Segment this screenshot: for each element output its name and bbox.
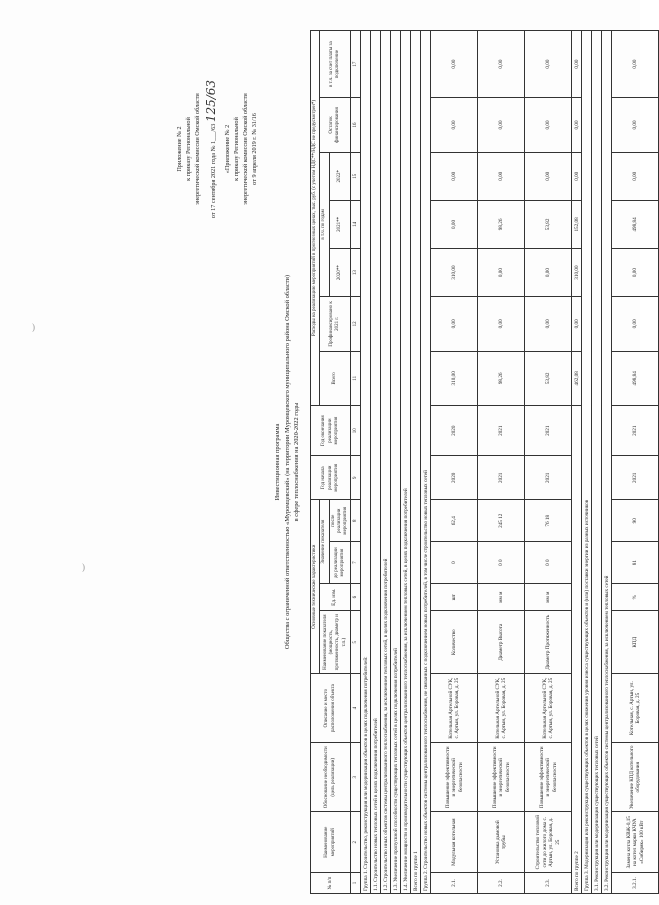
cell-year-end: 2020	[431, 406, 478, 456]
cell-after: 245 12	[478, 500, 525, 542]
cell-before: 81	[612, 542, 659, 584]
cell-2022: 0,00	[525, 152, 572, 200]
cell-unit: шт	[431, 584, 478, 611]
handwritten-number: 125/63	[203, 79, 218, 123]
cell-param: Количество	[431, 611, 478, 674]
cell-param: Диаметр Высота	[478, 611, 525, 674]
cell-2020: 0,00	[478, 248, 525, 296]
header-costs-group: Расходы на реализацию мероприятий в прогнозных ценах, тыс. руб. (с учетом НДС**/НДС не предусмотрен*)	[311, 31, 320, 406]
header-before: до реализации мероприятия	[329, 542, 351, 584]
header-after: после реализации мероприятия	[329, 500, 351, 542]
cell-param: Диаметр Протяженность	[525, 611, 572, 674]
group-heading: Группа 1. Строительство, реконструкция или модернизация объектов в целях подключения потребителей:	[361, 31, 371, 894]
cell-2022: 0,00	[572, 152, 582, 200]
cell-rationale: Повышение эффективности и энергетической безопасности	[478, 743, 525, 812]
cell-2021: 53,82	[525, 200, 572, 248]
column-number: 3	[351, 743, 361, 812]
cell-2020: 310,00	[431, 248, 478, 296]
appendix-line: к приказу Региональной	[184, 117, 192, 181]
header-remaining: Остаток финансирования	[320, 98, 351, 152]
cell-after: 62,4	[431, 500, 478, 542]
appendix-line: «Приложение № 2	[224, 124, 232, 174]
cell-year-end: 2021	[478, 406, 525, 456]
header-unit: Ед. изм.	[320, 584, 351, 611]
table-row	[478, 31, 525, 894]
cell-remaining: 0,00	[478, 98, 525, 152]
header-year-start: Год начала реализации мероприятия	[311, 456, 351, 500]
column-number: 9	[351, 456, 361, 500]
header-total: Всего	[320, 351, 351, 405]
group-heading: Группа 2. Строительство новых объектов системы централизованного теплоснабжения, не связанных с подключением новых потребителей, в том числе строительство новых тепловых сетей	[421, 31, 431, 894]
cell-unit: мм м	[525, 584, 572, 611]
cell-rationale: Повышение эффективности и энергетической безопасности	[525, 743, 572, 812]
cell-location: Котельная, с. Артын, ул. Боровая, д. 25	[612, 674, 659, 743]
cell-rationale: Повышение эффективности и энергетической безопасности	[431, 743, 478, 812]
cell-total: 498,84	[612, 351, 659, 405]
cell-location: Котельная Артельной СУК, с. Артын, ул. Боровая, д. 25	[431, 674, 478, 743]
column-number: 7	[351, 542, 361, 584]
cell-location: Котельная Артельной СУК, с. Артын, ул. Боровая, д. 25	[525, 674, 572, 743]
cell-year-start: 2020	[431, 456, 478, 500]
cell-borrowed: 0,00	[478, 31, 525, 98]
cell-year-end: 2021	[612, 406, 659, 456]
header-values-group: Значение показателя	[320, 500, 329, 584]
column-number: 10	[351, 406, 361, 456]
cell-2022: 0,00	[478, 152, 525, 200]
appendix-line	[203, 34, 220, 264]
cell-rationale: Увеличение КПД котельного оборудования	[612, 743, 659, 812]
cell-year-start: 2021	[525, 456, 572, 500]
cell-borrowed: 0,00	[572, 31, 582, 98]
appendix-line: от 9 апреля 2019 г. № 31/16	[251, 113, 259, 185]
column-number: 5	[351, 611, 361, 674]
scan-mark: )	[32, 322, 35, 332]
cell-total: 462,08	[572, 351, 582, 405]
cell-2020: 310,00	[572, 248, 582, 296]
cell-year-start: 2021	[612, 456, 659, 500]
column-number: 8	[351, 500, 361, 542]
cell-financed: 0,00	[431, 297, 478, 351]
subgroup-heading: 1.1. Строительство новых тепловых сетей в целях подключения потребителей	[371, 31, 381, 894]
cell-name: Установка дымовой трубы	[478, 812, 525, 873]
cell-year-end: 2021	[525, 406, 572, 456]
cell-unit: %	[612, 584, 659, 611]
cell-before: 0 0	[525, 542, 572, 584]
subgroup-heading: 1.3. Увеличение пропускной способности существующих тепловых сетей в целях подключения потребителей	[391, 31, 401, 894]
group-total-row	[572, 31, 582, 894]
header-year-end: Год окончания реализации мероприятия	[311, 406, 351, 456]
cell-no: 2.1.	[431, 873, 478, 894]
header-location: Описание и место расположения объекта	[311, 674, 351, 743]
cell-2022: 0,00	[431, 152, 478, 200]
subgroup-heading: 3.1. Реконструкция или модернизация существующих тепловых сетей	[592, 31, 602, 894]
cell-location: Котельная Артельной СУК, с. Артын, ул. Боровая, д. 25	[478, 674, 525, 743]
subgroup-heading: 1.2. Строительство иных объектов системы централизованного теплоснабжения, за исключением тепловых сетей, в целях подключения потребителей	[381, 31, 391, 894]
cell-remaining: 0,00	[572, 98, 582, 152]
title-line: Инвестиционная программа	[274, 423, 281, 501]
column-number: 2	[351, 812, 361, 873]
scan-mark: )	[82, 562, 85, 572]
cell-2021: 0,00	[431, 200, 478, 248]
cell-borrowed: 0,00	[525, 31, 572, 98]
appendix-line: энергетической комиссии Омской области	[242, 93, 250, 205]
group-heading: Группа 3. Модернизация или реконструкция существующих объектов в целях снижения уровня износа существующих объектов и (или) поставки энергии из разных источников	[582, 31, 592, 894]
header-tech-param: Наименование показателя (мощность, протяженность, диаметр и т.п.)	[320, 611, 351, 674]
column-number: 1	[351, 873, 361, 894]
cell-financed: 0,00	[612, 297, 659, 351]
header-financed: Профинансировано к 2021 г.	[320, 297, 351, 351]
column-number: 16	[351, 98, 361, 152]
cell-unit: мм м	[478, 584, 525, 611]
cell-before: 0 0	[478, 542, 525, 584]
cell-2021: 98,26	[478, 200, 525, 248]
cell-2020: 0,00	[525, 248, 572, 296]
cell-remaining: 0,00	[431, 98, 478, 152]
cell-total: 310,00	[431, 351, 478, 405]
cell-borrowed: 0,00	[431, 31, 478, 98]
cell-total: 53,82	[525, 351, 572, 405]
header-tech-group: Основные технические характеристики	[311, 500, 320, 674]
cell-financed: 0,00	[478, 297, 525, 351]
header-rationale: Обоснование необходимости (цель реализации)	[311, 743, 351, 812]
cell-no: 2.2.	[478, 873, 525, 894]
cell-financed: 0,00	[525, 297, 572, 351]
cell-2020: 0,00	[612, 248, 659, 296]
group-total-label: Всего по группе 1	[411, 31, 421, 894]
title-line: в сфере теплоснабжения на 2020-2022 годы	[293, 402, 301, 522]
column-number: 14	[351, 200, 361, 248]
subgroup-heading: 1.4. Увеличение мощности и производительности существующих объектов централизованного теплоснабжения, за исключением тепловых сетей, в целях подключения потребителей	[401, 31, 411, 894]
cell-2022: 0,00	[612, 152, 659, 200]
title-line: Общества с ограниченной ответственностью «Муромцевский» (на территории Муромцевского муниципального района Омской области)	[283, 274, 291, 650]
group-total-label: Всего по группе 2	[572, 406, 582, 894]
column-number: 13	[351, 248, 361, 296]
cell-after: 90	[612, 500, 659, 542]
cell-remaining: 0,00	[612, 98, 659, 152]
header-borrowed: в т.ч. за счет платы за подключение	[320, 31, 351, 98]
column-number: 4	[351, 674, 361, 743]
cell-after: 76 18	[525, 500, 572, 542]
header-2021: 2021**	[329, 200, 351, 248]
cell-total: 98,26	[478, 351, 525, 405]
cell-param: КПД	[612, 611, 659, 674]
cell-remaining: 0,00	[525, 98, 572, 152]
cell-no: 3.2.1.	[612, 873, 659, 894]
cell-2021: 152,08	[572, 200, 582, 248]
cell-name: Модульная котельная	[431, 812, 478, 873]
cell-year-start: 2021	[478, 456, 525, 500]
rotated-document	[170, 22, 645, 902]
investment-table	[310, 30, 659, 894]
header-name: Наименование мероприятий	[311, 812, 351, 873]
appendix-line: Приложение № 2	[176, 126, 183, 172]
appendix-block	[176, 34, 260, 264]
column-number: 17	[351, 31, 361, 98]
cell-name: Строительство тепловой сети до жилого дома с. Артын, ул. Боровая, д. 25	[525, 812, 572, 873]
column-number: 15	[351, 152, 361, 200]
subgroup-heading: 3.2. Реконструкция или модернизация существующих объектов системы централизованного теплоснабжения, за исключением тепловых сетей	[602, 31, 612, 894]
column-number: 11	[351, 351, 361, 405]
table-row	[612, 31, 659, 894]
document-title	[273, 162, 302, 762]
header-2020: 2020**	[329, 248, 351, 296]
cell-name: Замена котла КВЖ-0,15 на котел марки КЧУА «Сибиряк» 100 кВт	[612, 812, 659, 873]
table-row	[431, 31, 478, 894]
header-no: № п/п	[311, 873, 351, 894]
appendix-line: к приказу Региональной	[233, 117, 241, 181]
header-2022: 2022*	[329, 152, 351, 200]
cell-borrowed: 0,00	[612, 31, 659, 98]
header-by-years: в т.ч. по годам	[320, 152, 329, 296]
appendix-line: энергетической комиссии Омской области	[193, 93, 201, 205]
cell-financed: 0,00	[572, 297, 582, 351]
table-row	[525, 31, 572, 894]
column-number: 12	[351, 297, 361, 351]
appendix-order-line: от 17 сентября 2021 года № 1___/63	[209, 123, 217, 219]
cell-2021: 498,84	[612, 200, 659, 248]
column-number: 6	[351, 584, 361, 611]
cell-before: 0	[431, 542, 478, 584]
cell-no: 2.3.	[525, 873, 572, 894]
